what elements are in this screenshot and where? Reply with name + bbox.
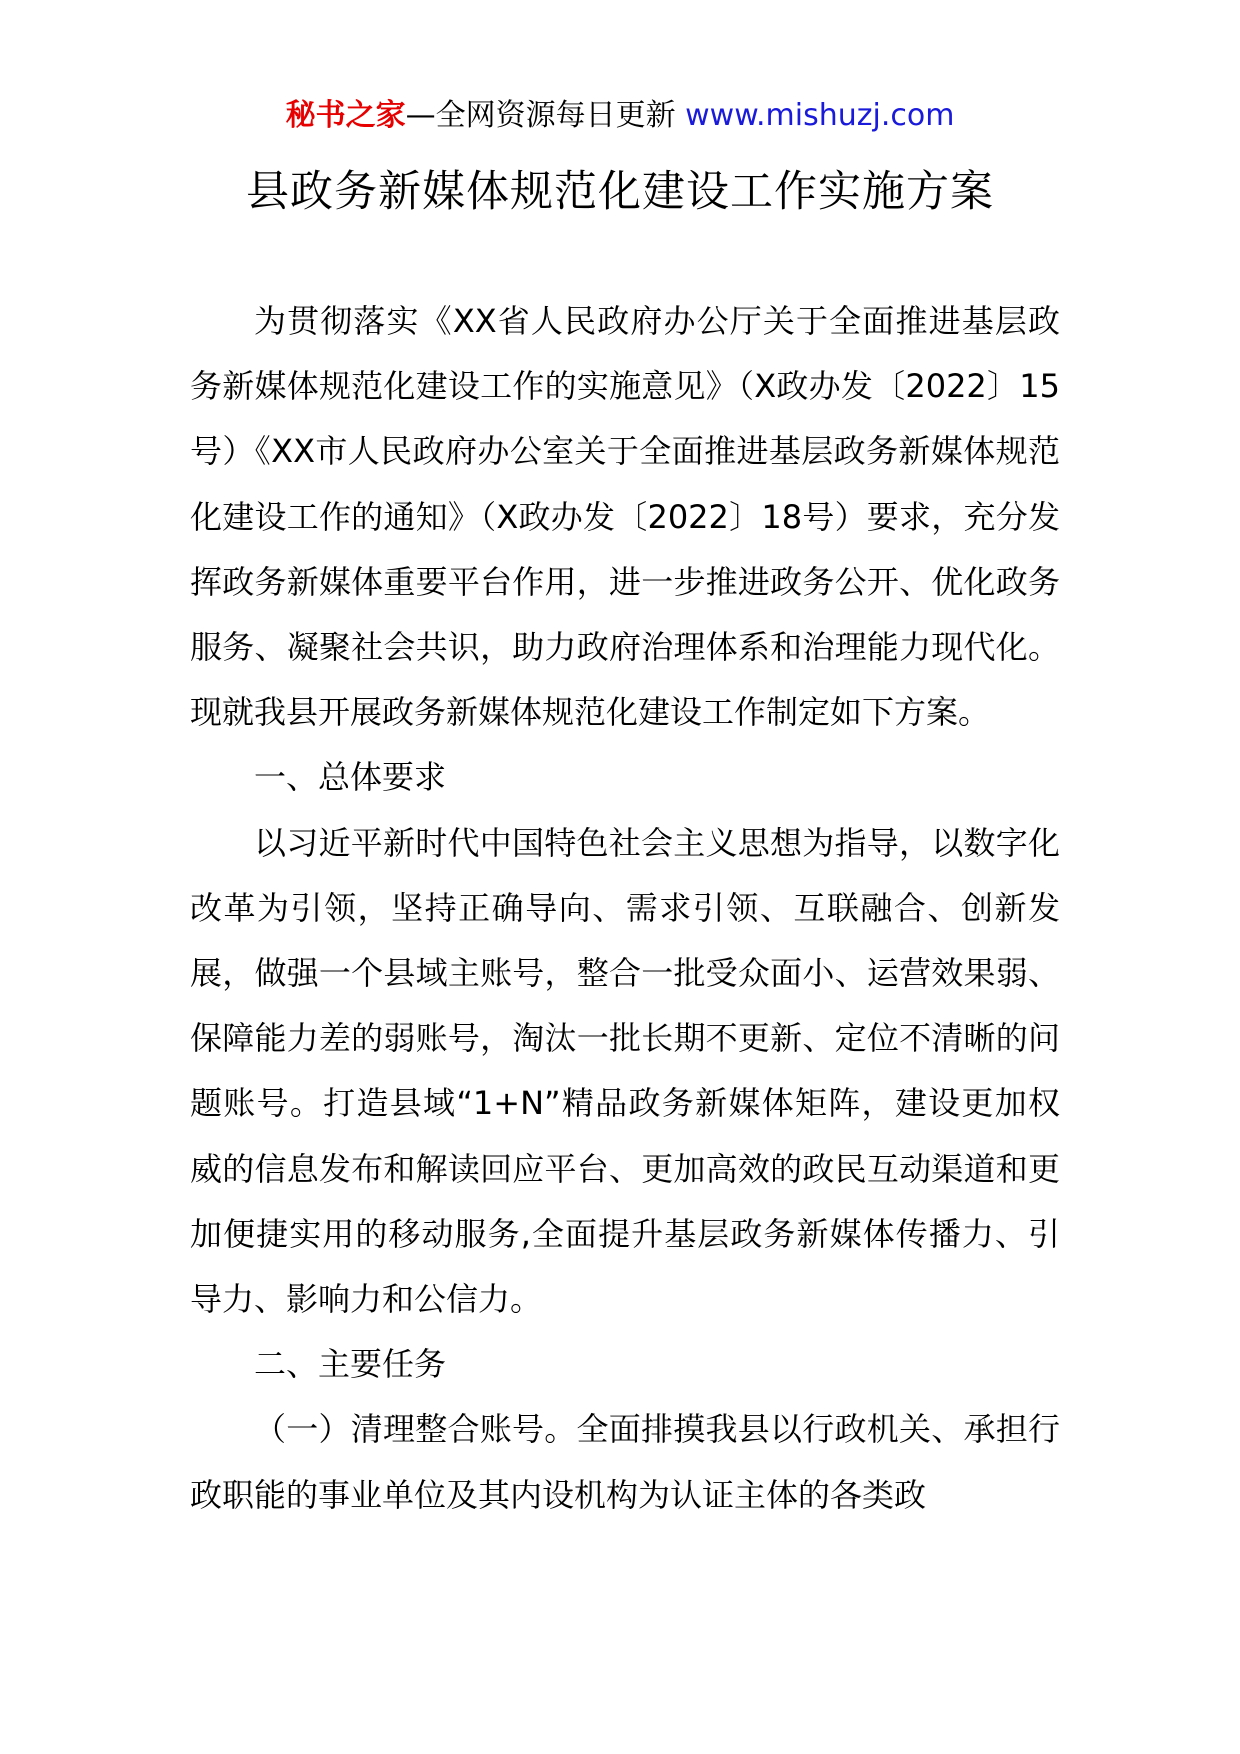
site-tagline: —全网资源每日更新 bbox=[405, 98, 686, 133]
task-one-paragraph: （一）清理整合账号。全面排摸我县以行政机关、承担行政职能的事业单位及其内设机构为认证主体的各类政 bbox=[190, 1410, 1060, 1514]
site-watermark-header bbox=[0, 96, 1240, 136]
section-heading-general-requirements: 一、总体要求 bbox=[254, 758, 447, 797]
intro-paragraph: 为贯彻落实《XX省人民政府办公厅关于全面推进基层政务新媒体规范化建设工作的实施意见》（X政办发〔2022〕15号）《XX市人民政府办公室关于全面推进基层政务新媒体规范化建设工作的通知》（X政办发〔2022〕18号）要求，充分发挥政务新媒体重要平台作用，进一步推进政务公开、优化政务服务、凝聚社会共识，助力政府治理体系和治理能力现代化。现就我县开展政务新媒体规范化建设工作制定如下方案。 bbox=[190, 302, 1060, 732]
site-url-link[interactable]: www.mishuzj.com bbox=[685, 98, 955, 133]
section-heading-main-tasks: 二、主要任务 bbox=[254, 1345, 447, 1384]
general-requirements-paragraph: 以习近平新时代中国特色社会主义思想为指导，以数字化改革为引领，坚持正确导向、需求引领、互联融合、创新发展，做强一个县域主账号，整合一批受众面小、运营效果弱、保障能力差的弱账号，淘汰一批长期不更新、定位不清晰的问题账号。打造县域“1+N”精品政务新媒体矩阵，建设更加权威的信息发布和解读回应平台、更加高效的政民互动渠道和更加便捷实用的移动服务,全面提升基层政务新媒体传播力、引导力、影响力和公信力。 bbox=[190, 823, 1060, 1319]
document-title: 县政务新媒体规范化建设工作实施方案 bbox=[246, 167, 994, 217]
site-brand: 秘书之家 bbox=[285, 98, 406, 133]
document-body bbox=[190, 289, 1060, 1528]
